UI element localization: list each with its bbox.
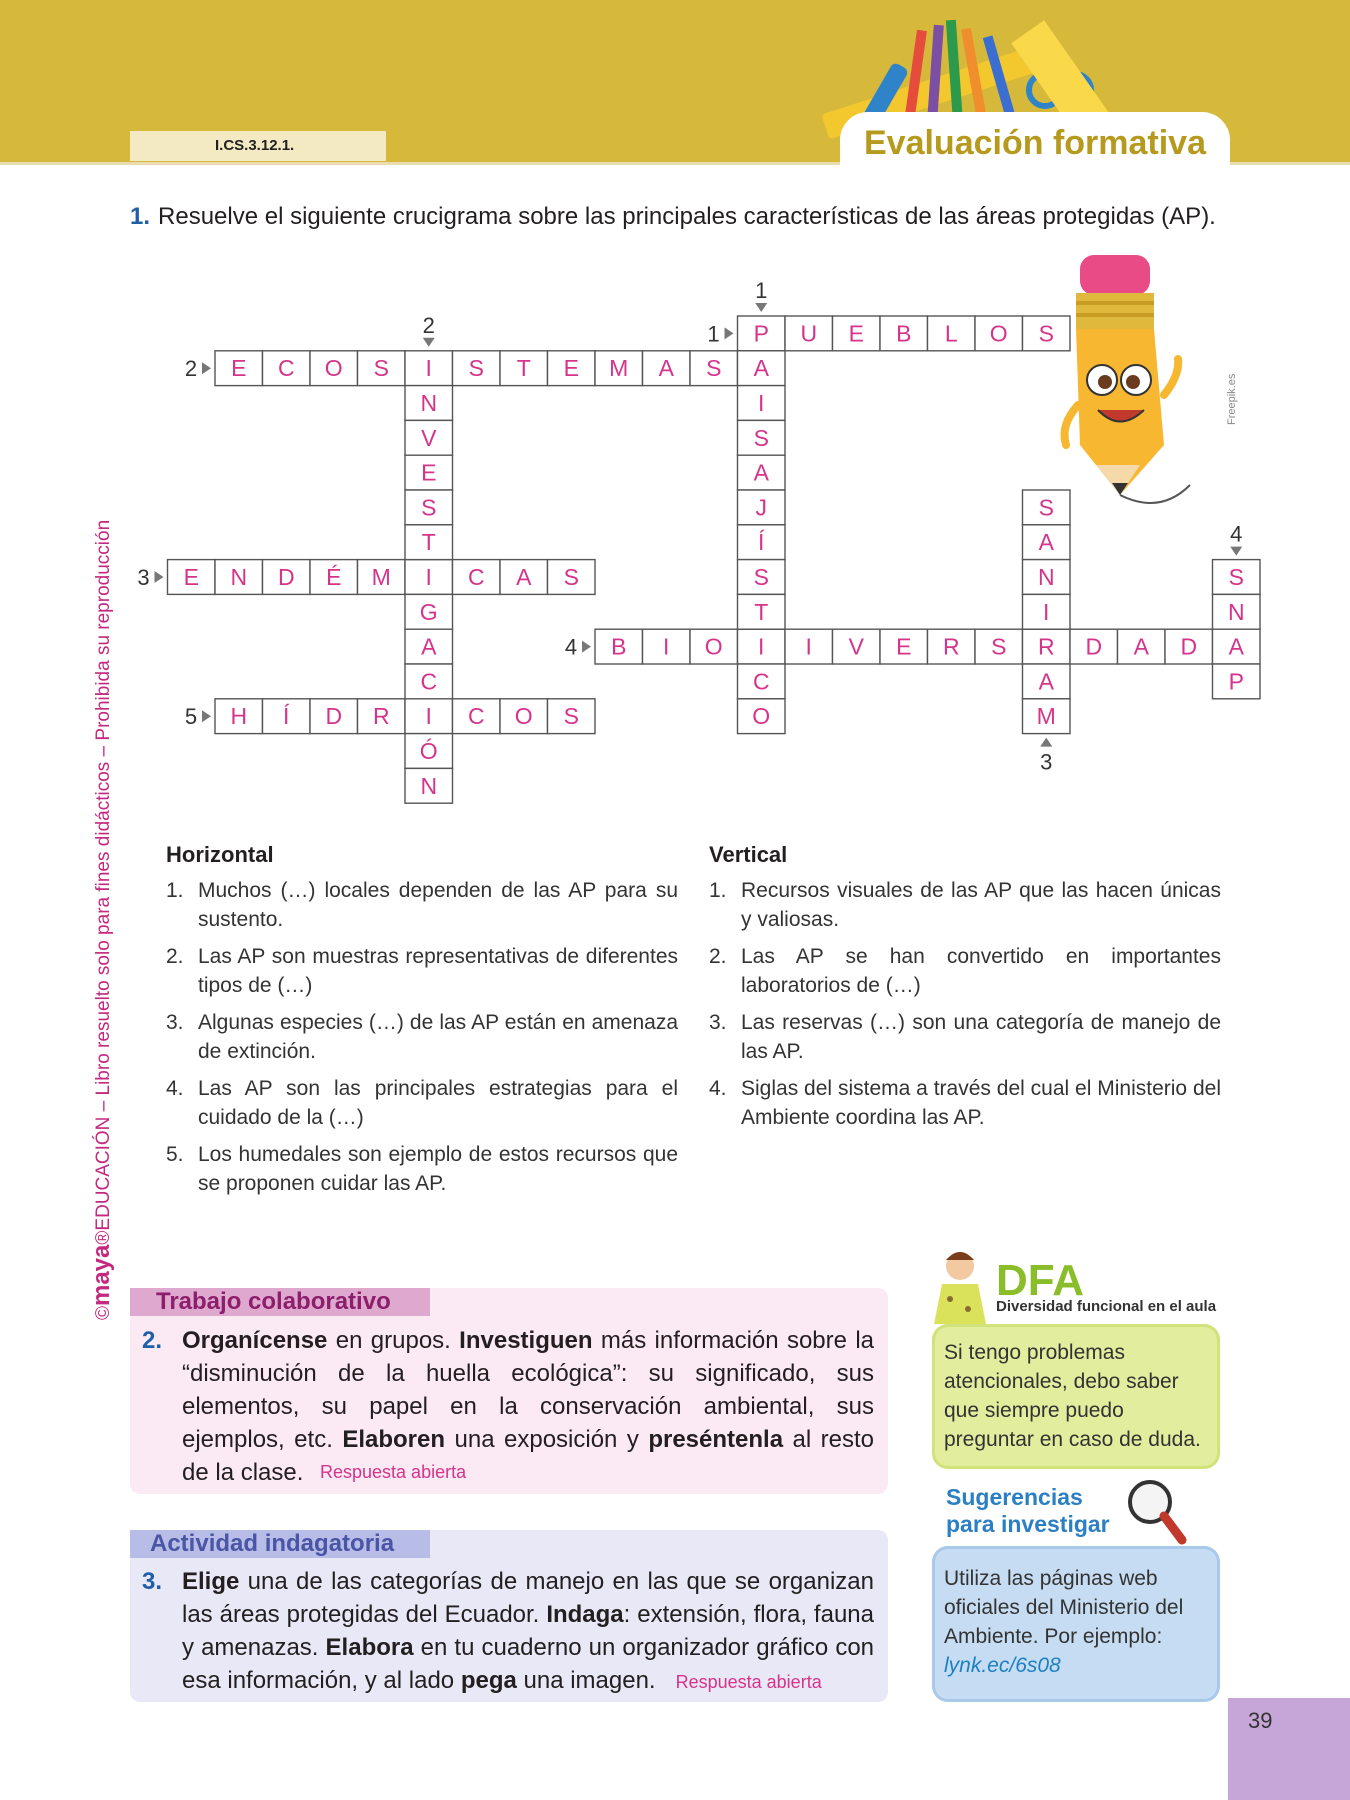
horizontal-clue [166, 942, 678, 1000]
crossword-letter: S [373, 355, 389, 382]
vertical-clue-list [709, 876, 1221, 1132]
crossword-letter: N [420, 772, 438, 799]
indicator-code: I.CS.3.12.1. [130, 131, 386, 161]
suggestions-link[interactable]: lynk.ec/6s08 [944, 1654, 1061, 1677]
inquiry-title: Actividad indagatoria [130, 1530, 430, 1558]
magnifier-icon [1122, 1474, 1188, 1548]
crossword-letter: S [1228, 564, 1244, 590]
girl-illustration [920, 1244, 1000, 1328]
activity-number: 2. [142, 1327, 163, 1354]
crossword-grid [0, 0, 1350, 820]
horizontal-heading: Horizontal [166, 842, 274, 867]
crossword-letter: S [563, 564, 579, 590]
clue-number: 1. [709, 879, 727, 902]
crossword-letter: D [1085, 633, 1103, 660]
crossword-letter: N [1037, 564, 1055, 590]
page-corner [1228, 1698, 1350, 1800]
crossword-letter: S [706, 355, 722, 382]
crossword-letter: A [1133, 633, 1149, 660]
crossword-letter: C [467, 564, 485, 590]
verb: Indaga [546, 1601, 624, 1628]
crossword-letter: N [230, 564, 248, 590]
clue-text: Algunas especies (…) de las AP están en amenaza de extinción. [198, 1011, 678, 1063]
verb: preséntenla [648, 1426, 784, 1453]
collaborative-answer: Respuesta abierta [320, 1462, 467, 1482]
clue-number: 4. [709, 1077, 727, 1100]
clue-number: 2. [166, 945, 184, 968]
crossword-letter: I [425, 564, 432, 590]
vertical-clue [709, 876, 1221, 934]
section-title: Evaluación formativa [863, 124, 1206, 162]
crossword-letter: I [758, 633, 765, 660]
clue-text: Las AP son las principales estrategias para el cuidado de la (…) [198, 1077, 678, 1129]
crossword-letter: A [421, 633, 437, 660]
vertical-heading: Vertical [709, 842, 788, 867]
verb: Investiguen [459, 1327, 593, 1354]
verb: Elabora [325, 1634, 414, 1661]
arrow-right-icon [202, 362, 211, 374]
crossword-letter: M [371, 564, 391, 590]
vertical-clue-number: 4 [1230, 521, 1243, 547]
suggestions-body: Utiliza las páginas web oficiales del Ministerio del Ambiente. Por ejemplo: [944, 1567, 1184, 1648]
crossword-letter: P [753, 320, 769, 347]
crossword-letter: S [753, 424, 769, 451]
clue-number: 4. [166, 1077, 184, 1100]
arrow-up-icon [1040, 738, 1052, 747]
horizontal-clue-number: 5 [184, 704, 198, 730]
crossword-letter: S [563, 703, 579, 730]
clue-number: 3. [166, 1011, 184, 1034]
crossword-letter: T [754, 598, 769, 625]
arrow-right-icon [582, 641, 591, 653]
crossword-letter: J [755, 494, 767, 521]
crossword-letter: A [516, 564, 532, 590]
crossword-letter: A [753, 355, 769, 382]
collaborative-activity [142, 1324, 874, 1489]
clue-text: Los humedales son ejemplo de estos recursos que se proponen cuidar las AP. [198, 1143, 678, 1195]
text: una exposición y [445, 1426, 649, 1453]
crossword-letter: O [752, 703, 771, 730]
suggestions-title-line2: para investigar [946, 1511, 1110, 1537]
crossword-letter: N [1227, 598, 1245, 625]
vertical-clue-number: 3 [1040, 749, 1053, 775]
vertical-clue [709, 942, 1221, 1000]
vertical-clue-number: 2 [422, 312, 435, 338]
text: : extensión, flora, fauna y amenazas. [182, 1601, 874, 1661]
copyright-symbol: © [93, 1306, 114, 1320]
clue-number: 5. [166, 1143, 184, 1166]
horizontal-clue-number: 4 [564, 634, 578, 660]
crossword-letter: D [325, 703, 343, 730]
crossword-letter: V [848, 633, 864, 660]
image-credit: Freepik.es [1226, 373, 1238, 425]
horizontal-clue [166, 1008, 678, 1066]
suggestions-text [944, 1564, 1212, 1680]
crossword-letter: É [326, 564, 342, 590]
arrow-down-icon [423, 338, 435, 347]
crossword-letter: V [421, 424, 437, 451]
dfa-text: Si tengo problemas atencionales, debo saber que siempre puedo preguntar en caso de duda. [944, 1341, 1201, 1451]
crossword-letter: O [514, 703, 533, 730]
crossword-letter: A [1038, 529, 1054, 556]
arrow-right-icon [725, 327, 734, 339]
crossword-letter: I [425, 703, 432, 730]
crossword-letter: I [1043, 598, 1050, 625]
crossword-letter: H [230, 703, 248, 730]
horizontal-clue-number: 2 [184, 356, 198, 382]
crossword-letter: R [372, 703, 390, 730]
crossword-letter: B [611, 633, 627, 660]
crossword-letter: R [942, 633, 960, 660]
crossword-letter: C [467, 703, 485, 730]
crossword-letter: S [421, 494, 437, 521]
inquiry-activity [142, 1565, 874, 1699]
page-number: 39 [1248, 1708, 1273, 1733]
suggestions-title [946, 1484, 1110, 1538]
crossword-letter: I [663, 633, 670, 660]
text: una imagen. [516, 1667, 656, 1694]
crossword-letter: Í [283, 703, 290, 730]
clue-text: Las AP se han convertido en importantes laboratorios de (…) [741, 945, 1221, 997]
crossword-letter: P [1228, 668, 1244, 695]
crossword-letter: E [421, 459, 437, 486]
vertical-clues [709, 842, 1221, 1140]
crossword-letter: C [420, 668, 438, 695]
clue-text: Las AP son muestras representativas de diferentes tipos de (…) [198, 945, 678, 997]
verb: Elaboren [342, 1426, 446, 1453]
activity-number: 3. [142, 1568, 163, 1595]
arrow-down-icon [1230, 547, 1242, 556]
verb: Organícense [182, 1327, 328, 1354]
horizontal-clue [166, 1074, 678, 1132]
crossword-letter: B [896, 320, 912, 347]
question-number: 1. [130, 203, 151, 230]
crossword-letter: S [1038, 320, 1054, 347]
question-text: el siguiente crucigrama sobre las principales características de las áreas protegidas (AP). [258, 203, 1216, 230]
arrow-down-icon [755, 303, 767, 312]
crossword-letter: S [991, 633, 1007, 660]
suggestions-title-line1: Sugerencias [946, 1484, 1083, 1510]
crossword-letter: E [563, 355, 579, 382]
crossword-letter: G [419, 598, 438, 625]
verb: pega [460, 1667, 517, 1694]
crossword-letter: E [896, 633, 912, 660]
crossword-letter: S [1038, 494, 1054, 521]
crossword-letter: A [1038, 668, 1054, 695]
horizontal-clue-number: 3 [137, 565, 150, 590]
brand-logo-text: maya [88, 1244, 115, 1306]
crossword-letter: T [516, 355, 531, 382]
copyright-text: ®EDUCACIÓN – Libro resuelto solo para fines didácticos – Prohibida su reproducción [93, 519, 114, 1245]
crossword-letter: E [848, 320, 864, 347]
clue-number: 3. [709, 1011, 727, 1034]
arrow-right-icon [155, 571, 164, 583]
crossword-letter: E [231, 355, 247, 382]
crossword-letter: D [277, 564, 295, 590]
text: en tu cuaderno un organizador gráfico con esa información, y al lado [182, 1634, 875, 1694]
horizontal-clue [166, 876, 678, 934]
crossword-letter: O [324, 355, 343, 382]
crossword-letter: S [753, 564, 769, 590]
crossword-letter: R [1037, 633, 1055, 660]
text: más información sobre la “disminución de la huella ecológica”: su significado, sus elementos, su papel en la conservación ambiental, sus ejemplos, etc. [182, 1327, 874, 1453]
crossword-letter: T [421, 529, 436, 556]
horizontal-clue-number: 1 [707, 321, 720, 347]
crossword-letter: I [425, 355, 432, 382]
crossword-letter: U [800, 320, 818, 347]
crossword-letter: D [1180, 633, 1198, 660]
pencil-mascot-illustration [1065, 255, 1191, 503]
clue-text: Muchos (…) locales dependen de las AP para su sustento. [198, 879, 678, 931]
horizontal-clue-list [166, 876, 678, 1198]
crossword-letter: E [183, 564, 199, 590]
crossword-letter: M [609, 355, 629, 382]
crossword-letter: C [752, 668, 770, 695]
crossword-letter: A [658, 355, 674, 382]
collaborative-title: Trabajo colaborativo [130, 1288, 430, 1316]
crossword-letter: I [805, 633, 812, 660]
crossword-letter: Ó [419, 738, 438, 764]
clue-text: Siglas del sistema a través del cual el Ministerio del Ambiente coordina las AP. [741, 1077, 1221, 1129]
crossword-letter: N [420, 390, 438, 416]
crossword-letter: A [753, 459, 769, 486]
crossword-letter: I [758, 390, 765, 416]
crossword-letter: O [989, 320, 1008, 347]
text: una de las categorías de manejo en las que se organizan las áreas protegidas del Ecuador. [182, 1568, 874, 1628]
clue-text: Las reservas (…) son una categoría de manejo de las AP. [741, 1011, 1221, 1063]
crossword-letter: S [468, 355, 484, 382]
crossword-letter: C [277, 355, 295, 382]
dfa-subtitle: Diversidad funcional en el aula [996, 1298, 1217, 1315]
clue-number: 1. [166, 879, 184, 902]
crossword-letter: Í [758, 529, 765, 556]
clue-number: 2. [709, 945, 727, 968]
text: en grupos. [327, 1327, 460, 1354]
inquiry-answer: Respuesta abierta [675, 1672, 822, 1692]
crossword-letter: L [944, 320, 958, 347]
crossword-letter: O [704, 633, 723, 660]
vertical-clue-number: 1 [755, 278, 768, 303]
horizontal-clue [166, 1140, 678, 1198]
vertical-clue [709, 1008, 1221, 1066]
crossword-letter: M [1036, 703, 1056, 730]
arrow-right-icon [202, 710, 211, 722]
text: al resto de la clase. [182, 1426, 875, 1486]
verb: Elige [182, 1568, 240, 1595]
horizontal-clues [166, 842, 678, 1206]
question-verb: Resuelve [158, 203, 259, 230]
vertical-clue [709, 1074, 1221, 1132]
dfa-title: DFA [996, 1256, 1084, 1305]
crossword-letter: A [1228, 633, 1244, 660]
clue-text: Recursos visuales de las AP que las hacen únicas y valiosas. [741, 879, 1221, 931]
